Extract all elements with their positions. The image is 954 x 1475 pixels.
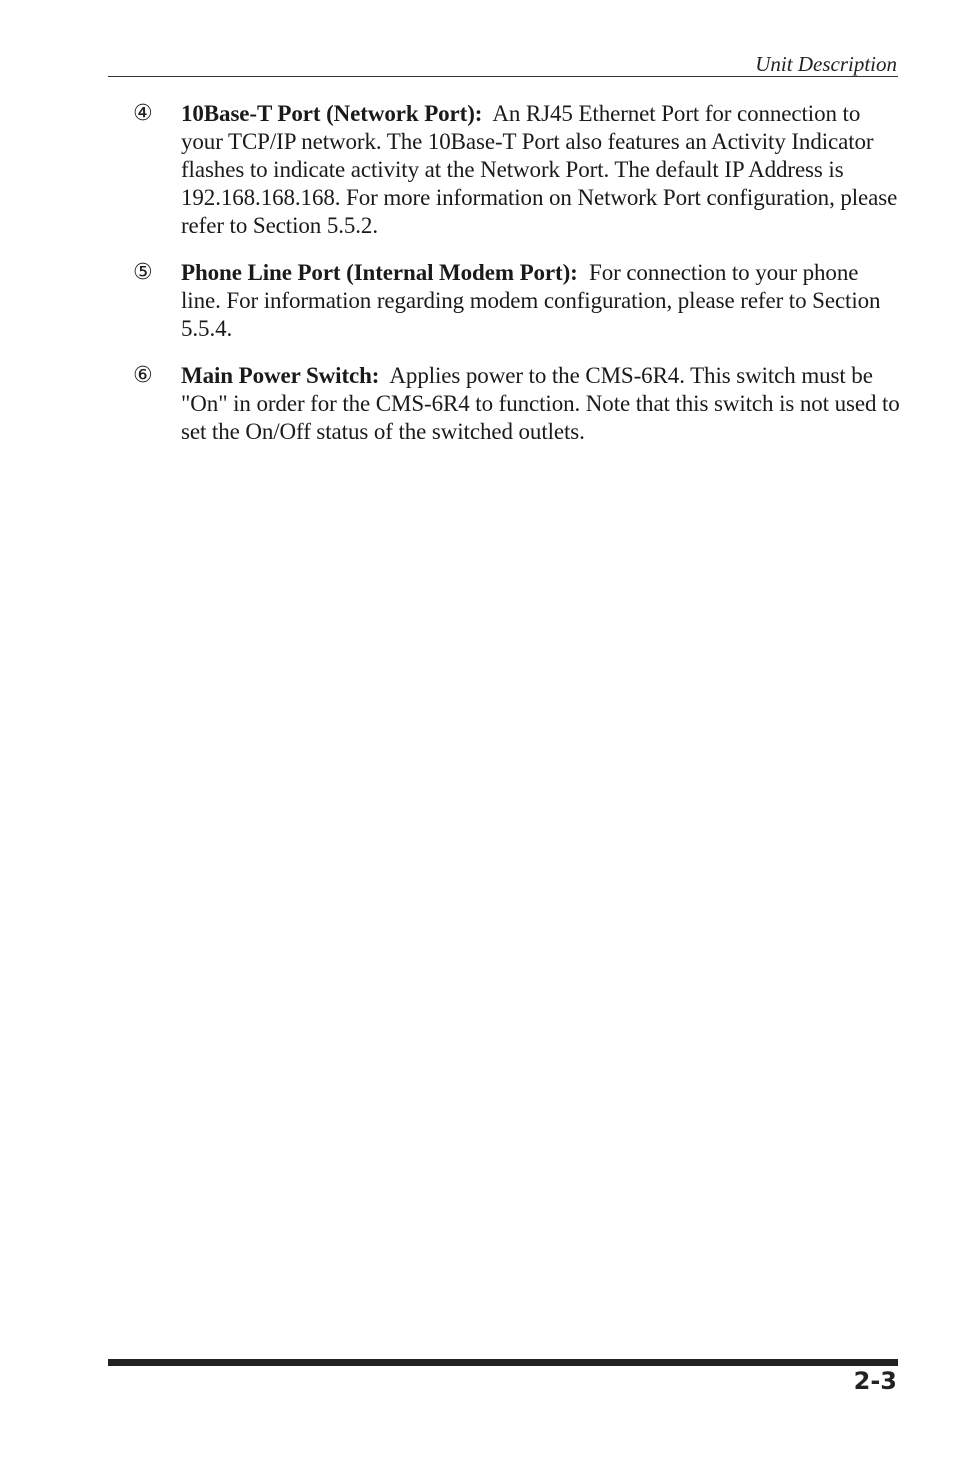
item-term: 10Base-T Port (Network Port): bbox=[181, 101, 483, 126]
item-number-5-icon: ⑤ bbox=[133, 260, 153, 285]
item-term: Main Power Switch: bbox=[181, 363, 380, 388]
item-description: For connection to your phone line. For information regarding modem configuration, please refer to Section 5.5.4. bbox=[181, 260, 881, 341]
item-body bbox=[181, 362, 901, 446]
running-header-title: Unit Description bbox=[755, 52, 897, 76]
header-rule bbox=[108, 76, 898, 77]
list-item-network-port bbox=[0, 100, 954, 240]
list-item-phone-line-port bbox=[0, 259, 954, 343]
item-description: Applies power to the CMS-6R4. This switch must be "On" in order for the CMS-6R4 to function. Note that this switch is not used to set the On/Off status of the switched outlets. bbox=[181, 363, 900, 444]
item-number-4-icon: ④ bbox=[133, 101, 153, 126]
list-item-main-power-switch bbox=[0, 362, 954, 446]
item-body bbox=[181, 259, 901, 343]
item-description: An RJ45 Ethernet Port for connection to your TCP/IP network. The 10Base-T Port also features an Activity Indicator flashes to indicate activity at the Network Port. The default IP Address is 192.168.168.168. For more information on Network Port configuration, please refer to Section 5.5.2. bbox=[181, 101, 898, 238]
page-number: 2-3 bbox=[853, 1367, 897, 1395]
item-term: Phone Line Port (Internal Modem Port): bbox=[181, 260, 578, 285]
item-number-6-icon: ⑥ bbox=[133, 363, 153, 388]
description-list bbox=[0, 100, 954, 465]
item-body bbox=[181, 100, 901, 240]
footer-rule bbox=[108, 1359, 898, 1366]
